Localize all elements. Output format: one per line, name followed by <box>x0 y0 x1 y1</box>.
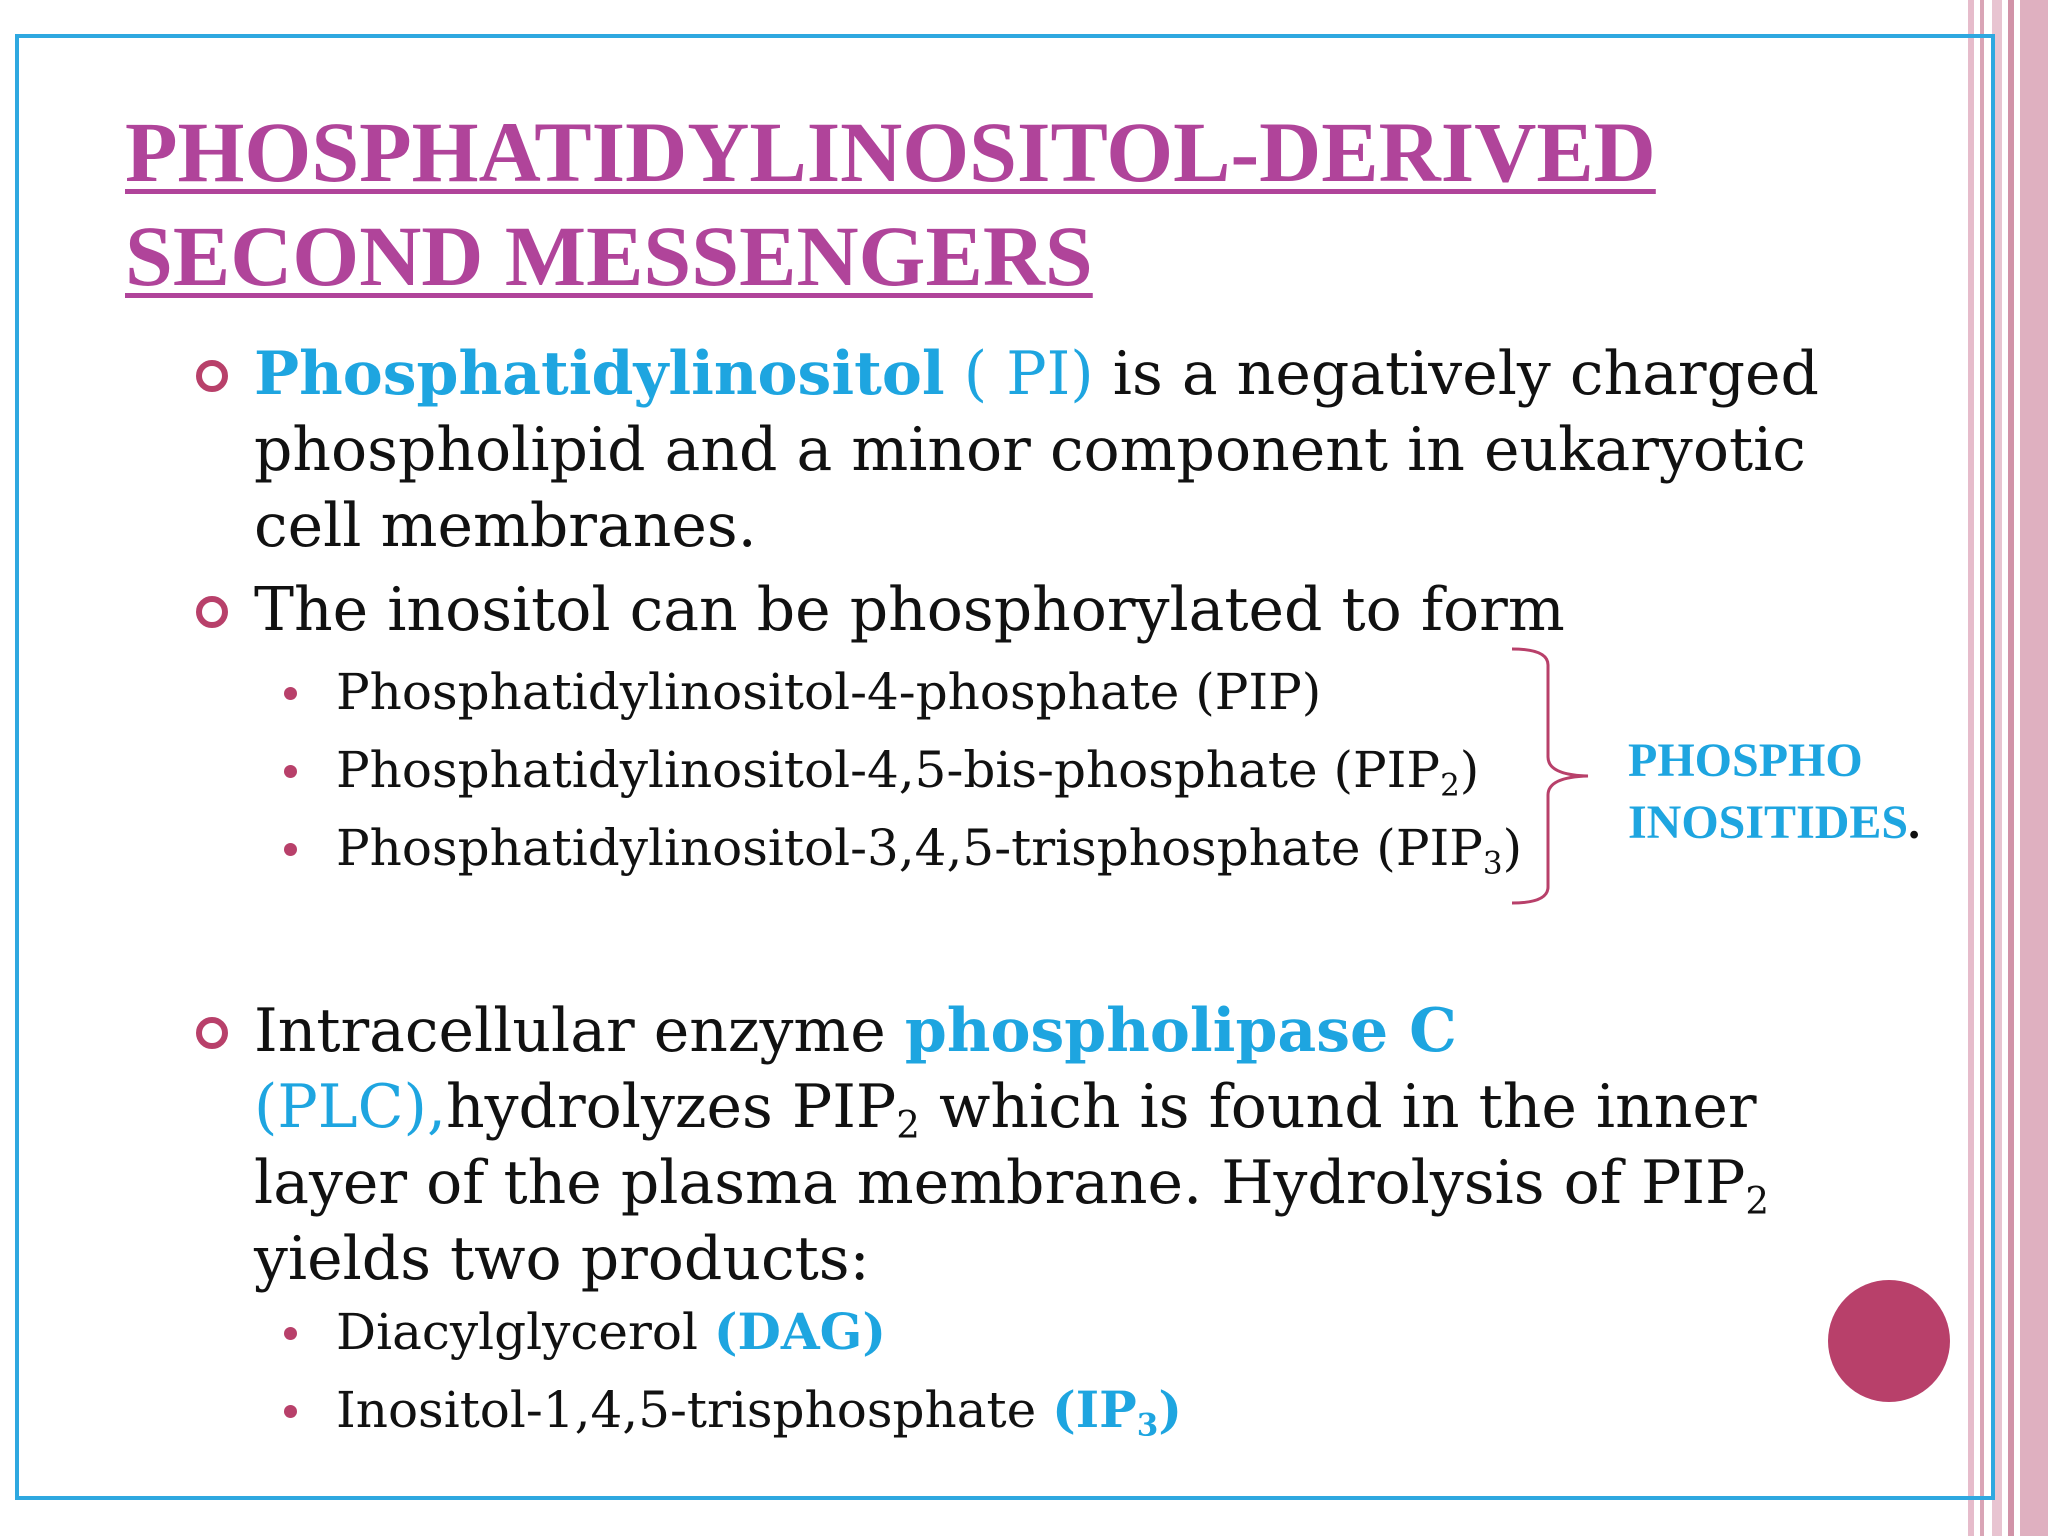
bullet-ring-icon <box>196 360 228 392</box>
bullet-2-text: The inositol can be phosphorylated to form <box>254 575 1565 645</box>
phosphoinositides-period: . <box>1908 796 1921 849</box>
bullet-phosphatidylinositol <box>254 336 1894 564</box>
abbr-plc: (PLC), <box>254 1072 447 1142</box>
sub-item-ip3-text: Inositol-1,4,5-trisphosphate <box>336 1381 1053 1439</box>
sub-item-pip3-text: Phosphatidylinositol-3,4,5-trisphosphate (PIP <box>336 819 1483 877</box>
abbr-pi: ( PI) <box>944 339 1094 409</box>
bullet-phospholipase-c <box>254 993 1894 1297</box>
sub-item-ip3 <box>336 1380 1183 1444</box>
sub-item-dag-text: Diacylglycerol <box>336 1303 714 1361</box>
abbr-ip3 <box>1052 1380 1183 1444</box>
abbr-ip3-open: (IP <box>1052 1380 1137 1439</box>
bullet-ring-icon <box>196 1017 228 1049</box>
subscript: 2 <box>896 1102 920 1147</box>
subscript: 2 <box>1440 767 1460 804</box>
abbr-dag: (DAG) <box>713 1302 887 1361</box>
phosphoinositides-line-2: INOSITIDES <box>1628 796 1909 849</box>
phosphoinositides-label <box>1628 730 1920 854</box>
bullet-dot-icon <box>284 687 297 700</box>
bullet-1-text: is a negatively charged phospholipid and a minor component in eukaryotic cell membranes. <box>254 339 1819 561</box>
sub-item-pip <box>336 662 1321 722</box>
bullet-3-text-c: which is found in the inner layer of the plasma membrane. Hydrolysis of PIP <box>254 1072 1757 1218</box>
closing-paren: ) <box>1459 741 1480 799</box>
decorative-circle <box>1828 1280 1950 1402</box>
bullet-3-text-d: yields two products: <box>254 1224 870 1294</box>
subscript: 3 <box>1482 845 1503 882</box>
bullet-dot-icon <box>284 1405 297 1418</box>
term-phospholipase-c: phospholipase C <box>904 996 1457 1066</box>
bullet-dot-icon <box>284 1327 297 1340</box>
bullet-inositol-phosphorylation <box>254 572 1894 648</box>
title-line-2: SECOND MESSENGERS <box>125 208 1093 304</box>
subscript: 2 <box>1745 1178 1770 1223</box>
sub-item-pip2-text: Phosphatidylinositol-4,5-bis-phosphate (PIP <box>336 741 1441 799</box>
sub-item-pip3 <box>336 818 1523 882</box>
sub-item-pip2 <box>336 740 1480 804</box>
sub-item-pip-text: Phosphatidylinositol-4-phosphate (PIP) <box>336 663 1322 721</box>
bullet-ring-icon <box>196 596 228 628</box>
closing-paren: ) <box>1502 819 1523 877</box>
bullet-dot-icon <box>284 843 297 856</box>
title-line-1: PHOSPHATIDYLINOSITOL-DERIVED <box>125 104 1656 200</box>
term-phosphatidylinositol: Phosphatidylinositol <box>254 339 945 409</box>
phosphoinositides-line-1: PHOSPHO <box>1628 734 1863 787</box>
subscript: 3 <box>1136 1407 1159 1444</box>
bullet-3-text-a: Intracellular enzyme <box>254 996 905 1066</box>
abbr-ip3-close: ) <box>1158 1380 1183 1439</box>
bullet-dot-icon <box>284 765 297 778</box>
bullet-3-text-b: hydrolyzes PIP <box>446 1072 897 1142</box>
right-curly-brace-icon <box>1510 645 1590 907</box>
sub-item-dag <box>336 1302 886 1362</box>
